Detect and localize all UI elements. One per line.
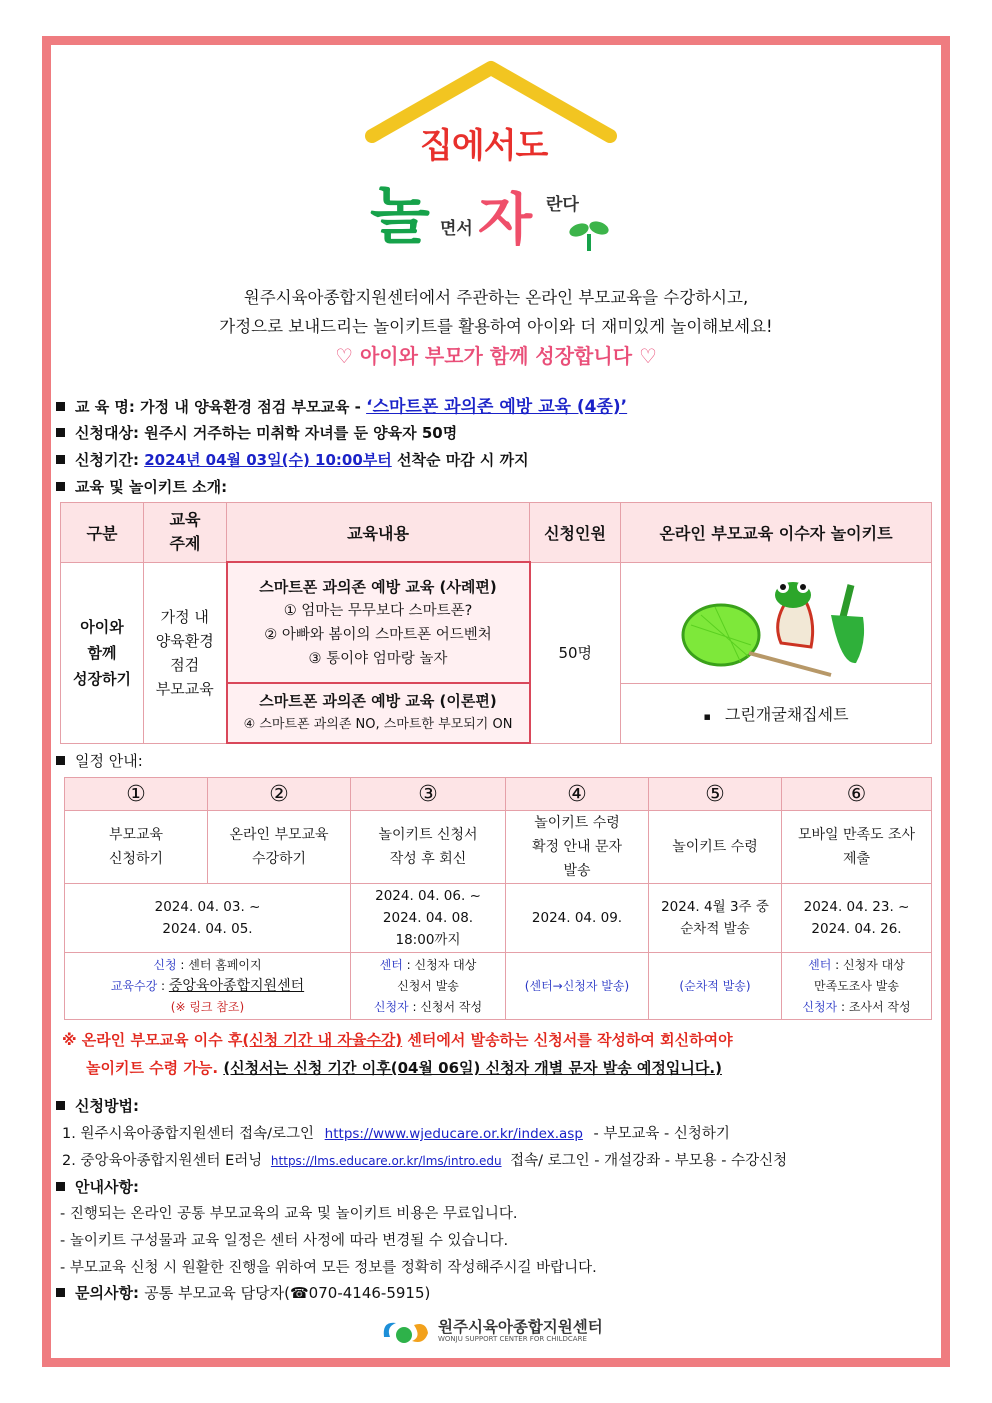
schedule-table [64, 777, 932, 1020]
date-step-4: 2024. 04. 09. [506, 884, 649, 953]
bullet-square-icon [56, 482, 65, 491]
notice-row [56, 1176, 139, 1197]
kit-image-cell [621, 562, 932, 683]
intro-line2: 가정으로 보내드리는 놀이키트를 활용하여 아이와 더 재미있게 놀이해보세요! [219, 317, 773, 336]
note-steps-1-2: 신청 : 센터 홈페이지 교육수강 : 중앙육아종합지원센터 (※ 링크 참조) [65, 953, 351, 1020]
notice-item: - 부모교육 신청 시 원활한 진행을 위하여 모든 정보를 정확히 작성해주시길 바랍니다. [60, 1260, 597, 1276]
edu-name-label: 교 육 명: [75, 398, 135, 416]
contact-row [56, 1282, 430, 1303]
period-highlight: 2024년 04월 03일(수) 10:00부터 [144, 451, 392, 469]
topic-cell: 가정 내 양육환경 점검 부모교육 [144, 562, 227, 743]
method-line1: 1. 원주시육아종합지원센터 접속/로그인 https://www.wjeducare.or.kr/index.asp - 부모교육 - 신청하기 [62, 1126, 730, 1142]
edu-name-highlight: ‘스마트폰 과의존 예방 교육 (4종)’ [366, 397, 628, 417]
step-number: ③ [351, 778, 506, 811]
notice-label: 안내사항: [75, 1178, 139, 1196]
step-number: ⑤ [649, 778, 782, 811]
notice-item: - 놀이키트 구성물과 교육 일정은 센터 사정에 따라 변경될 수 있습니다. [60, 1233, 509, 1249]
step-label: 놀이키트 수령 [649, 811, 782, 884]
step-label: 놀이키트 수령 확정 안내 문자 발송 [506, 811, 649, 884]
intro-label: 교육 및 놀이키트 소개: [75, 478, 228, 496]
period-label: 신청기간: [75, 451, 139, 469]
kit-name-cell [621, 683, 932, 743]
period-row [56, 449, 529, 470]
bullet-square-icon [56, 756, 65, 765]
intro-row [56, 476, 227, 497]
sprout-icon [568, 218, 610, 252]
case-title: 스마트폰 과의존 예방 교육 (사례편) [259, 577, 497, 596]
header-content: 교육내용 [227, 503, 530, 563]
bullet-square-icon [56, 1182, 65, 1191]
count-cell: 50명 [530, 562, 621, 743]
warning-note: ※ 온라인 부모교육 이수 후(신청 기간 내 자율수강) 센터에서 발송하는 신청서를 작성하여 회신하여야 놀이키트 수령 가능. (신청서는 신청 기간 이후(04월 06일) 신청자 개별 문자 발송 예정입니다.) [62, 1031, 733, 1077]
bullet-square-icon [56, 455, 65, 464]
header-topic: 교육 주제 [144, 503, 227, 563]
header-category: 구분 [61, 503, 144, 563]
target-row [56, 422, 457, 443]
footer-center-en: WONJU SUPPORT CENTER FOR CHILDCARE [438, 1335, 587, 1343]
header-count: 신청인원 [530, 503, 621, 563]
date-step-5: 2024. 4월 3주 중 순차적 발송 [649, 884, 782, 953]
logo-ja-text: 자 [478, 188, 533, 253]
step-number: ① [65, 778, 208, 811]
contact-text: 공통 부모교육 담당자(☎070-4146-5915) [144, 1284, 431, 1302]
logo-nol-text: 놀 [370, 179, 430, 252]
bullet-square-icon [56, 402, 65, 411]
edu-name-text: 가정 내 양육환경 점검 부모교육 - [140, 398, 361, 416]
logo-zip-text: 집에서도 [420, 126, 548, 166]
center-logo-icon [380, 1315, 432, 1347]
case-item: ② 아빠와 봄이의 스마트폰 어드벤처 [264, 626, 492, 643]
note-step-3: 센터 : 신청자 대상 신청서 발송 신청자 : 신청서 작성 [351, 953, 506, 1020]
bullet-square-icon [56, 1101, 65, 1110]
note-step-4: (센터→신청자 발송) [506, 953, 649, 1020]
method-label: 신청방법: [75, 1097, 139, 1115]
step-number: ④ [506, 778, 649, 811]
step-label: 부모교육 신청하기 [65, 811, 208, 884]
edu-name-row [56, 392, 627, 417]
step-number: ② [208, 778, 351, 811]
footer-center-name: 원주시육아종합지원센터 [438, 1318, 603, 1336]
contact-label: 문의사항: [75, 1284, 139, 1302]
program-table [60, 502, 932, 744]
logo-myeon-text: 면서 [440, 219, 473, 239]
theory-item: ④ 스마트폰 과의존 NO, 스마트한 부모되기 ON [243, 717, 513, 732]
wjeducare-link[interactable]: https://www.wjeducare.or.kr/index.asp [324, 1126, 583, 1142]
step-label: 놀이키트 신청서 작성 후 회신 [351, 811, 506, 884]
target-label: 신청대상: [75, 424, 139, 442]
schedule-row [56, 750, 143, 771]
step-number: ⑥ [782, 778, 932, 811]
bullet-square-icon [56, 1288, 65, 1297]
kit-bullet: ▪ [703, 709, 711, 723]
educare-lms-link[interactable]: https://lms.educare.or.kr/lms/intro.edu [270, 1154, 502, 1168]
period-text: 선착순 마감 시 까지 [397, 451, 529, 469]
notice-item: - 진행되는 온라인 공통 부모교육의 교육 및 놀이키트 비용은 무료입니다. [60, 1206, 518, 1222]
date-step-6: 2024. 04. 23. ~ 2024. 04. 26. [782, 884, 932, 953]
step-label: 모바일 만족도 조사 제출 [782, 811, 932, 884]
note-step-6: 센터 : 신청자 대상 만족도조사 발송 신청자 : 조사서 작성 [782, 953, 932, 1020]
slogan: ♡ 아이와 부모가 함께 성장합니다 ♡ [335, 344, 657, 368]
date-step-3: 2024. 04. 06. ~ 2024. 04. 08. 18:00까지 [351, 884, 506, 953]
theory-edu-cell [227, 683, 530, 743]
theory-title: 스마트폰 과의존 예방 교육 (이론편) [259, 692, 497, 710]
logo-randa-text: 란다 [546, 195, 579, 215]
category-cell: 아이와 함께 성장하기 [61, 562, 144, 743]
case-edu-cell [227, 562, 530, 683]
case-item: ③ 통이야 엄마랑 놀자 [308, 650, 448, 667]
note-step-5: (순차적 발송) [649, 953, 782, 1020]
kit-name: 그린개굴채집세트 [724, 704, 849, 724]
header-kit: 온라인 부모교육 이수자 놀이키트 [621, 503, 932, 563]
step-label: 온라인 부모교육 수강하기 [208, 811, 351, 884]
method-row [56, 1095, 139, 1116]
bullet-square-icon [56, 428, 65, 437]
schedule-label: 일정 안내: [75, 752, 143, 770]
target-text: 원주시 거주하는 미취학 자녀를 둔 양육자 50명 [144, 424, 458, 442]
date-steps-1-2: 2024. 04. 03. ~ 2024. 04. 05. [65, 884, 351, 953]
net-kit-image-icon [671, 565, 881, 677]
case-item: ① 엄마는 무무보다 스마트폰? [283, 602, 473, 619]
central-center-link[interactable]: 중앙육아종합지원센터 [168, 977, 305, 994]
intro-line1: 원주시육아종합지원센터에서 주관하는 온라인 부모교육을 수강하시고, [243, 288, 749, 307]
method-line2: 2. 중앙육아종합지원센터 E러닝 https://lms.educare.or.kr/lms/intro.edu 접속/ 로그인 - 개설강좌 - 부모용 - 수강신청 [62, 1153, 788, 1169]
